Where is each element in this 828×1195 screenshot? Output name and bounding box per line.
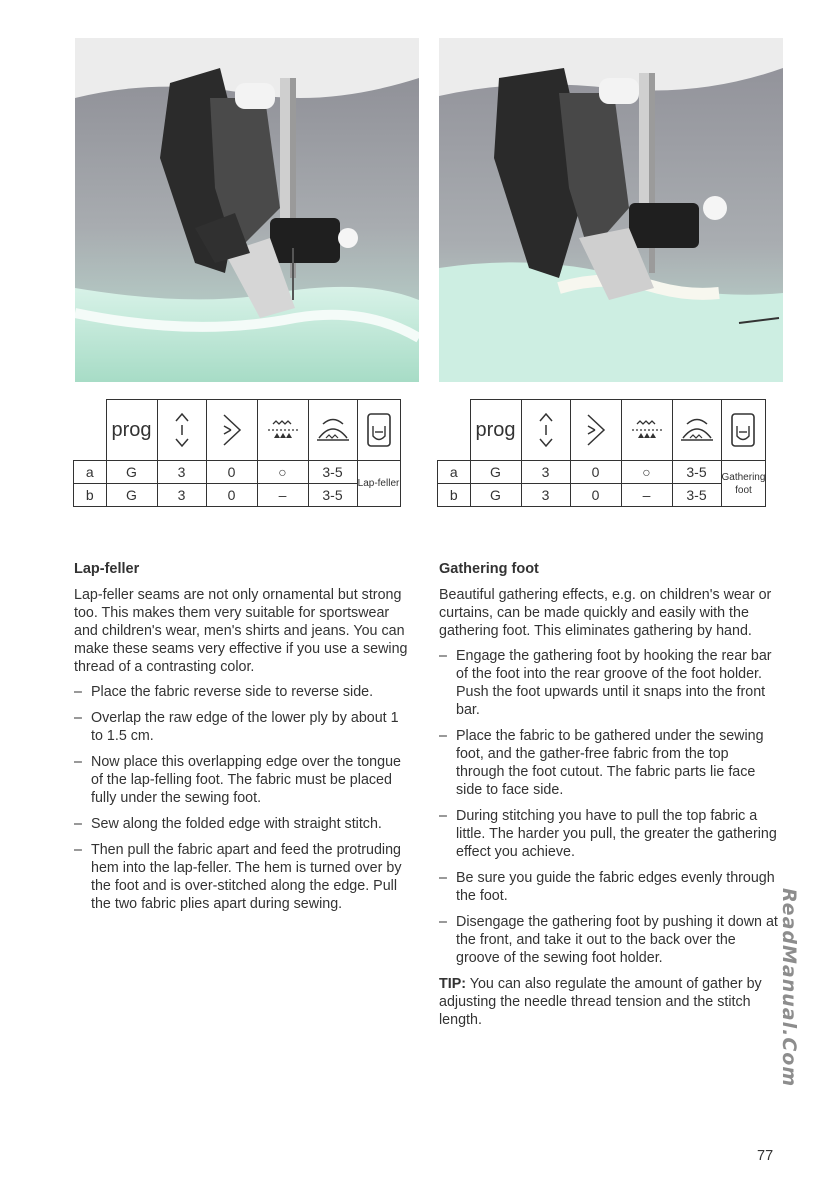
stitch-length-value: 3 [157,461,206,484]
table-row [438,484,766,507]
stitch-width-value: 0 [206,484,257,507]
instruction-list [74,683,414,913]
presser-foot-icon [366,412,392,448]
instruction-list [439,647,779,967]
feed-dog-header [257,400,308,461]
list-item: – Overlap the raw edge of the lower ply by about 1 to 1.5 cm. [74,709,414,745]
list-item: – Sew along the folded edge with straight stitch. [74,815,414,833]
gathering-foot-photo [439,38,783,382]
list-item: – Place the fabric reverse side to reverse side. [74,683,414,701]
presser-foot-header [357,400,400,461]
gathering-foot-section [439,560,779,1036]
stitch-width-value: 0 [206,461,257,484]
presser-foot-value: Gathering foot [721,461,766,507]
presser-pressure-icon [315,416,351,444]
prog-value: G [106,484,157,507]
feed-dog-value: – [621,484,672,507]
stitch-length-header [157,400,206,461]
stitch-width-header [206,400,257,461]
prog-header: prog [470,400,521,461]
lap-feller-section [74,560,414,921]
watermark: ReadManual.Com [778,888,800,1088]
stitch-length-value: 3 [521,461,570,484]
section-heading: Gathering foot [439,561,539,577]
feed-dog-value: ○ [621,461,672,484]
section-intro: Lap-feller seams are not only ornamental but strong too. This makes them very suitable for sportswear and children's wear, men's shirts and jeans. You can make these seams very effective if you use a sewing thread of a contrasting color. [74,587,408,675]
table-corner [74,400,107,461]
stitch-width-value: 0 [570,484,621,507]
stitch-width-icon [585,413,607,447]
feed-dog-icon [631,418,663,442]
row-id: b [74,484,107,507]
presser-foot-icon [730,412,756,448]
list-item: – Disengage the gathering foot by pushing it down at the front, and take it out to the back over the groove of the sewing foot holder. [439,913,779,967]
feed-dog-value: ○ [257,461,308,484]
settings-table-lap-feller [73,399,401,507]
section-heading: Lap-feller [74,561,140,577]
row-id: b [438,484,471,507]
stitch-length-icon [538,413,554,447]
lap-feller-photo [75,38,419,382]
feed-dog-icon [267,418,299,442]
presser-pressure-value: 3-5 [672,461,721,484]
presser-foot-value: Lap-feller [357,461,400,507]
presser-pressure-value: 3-5 [672,484,721,507]
list-item: – Now place this overlapping edge over the tongue of the lap-felling foot. The fabric must be placed fully under the sewing foot. [74,753,414,807]
page-number: 77 [757,1148,774,1164]
stitch-width-icon [221,413,243,447]
stitch-length-header [521,400,570,461]
section-intro: Beautiful gathering effects, e.g. on children's wear or curtains, can be made quickly and easily with the gathering foot. This eliminates gathering by hand. [439,587,772,639]
stitch-width-value: 0 [570,461,621,484]
feed-dog-header [621,400,672,461]
presser-pressure-value: 3-5 [308,484,357,507]
table-row [74,461,401,484]
tip-label: TIP: [439,976,467,992]
prog-header: prog [106,400,157,461]
table-row [74,484,401,507]
list-item: – Be sure you guide the fabric edges evenly through the foot. [439,869,779,905]
feed-dog-value: – [257,484,308,507]
prog-value: G [470,461,521,484]
presser-pressure-header [672,400,721,461]
presser-pressure-value: 3-5 [308,461,357,484]
stitch-width-header [570,400,621,461]
row-id: a [74,461,107,484]
presser-pressure-icon [679,416,715,444]
prog-value: G [470,484,521,507]
table-row [438,461,766,484]
list-item: – During stitching you have to pull the top fabric a little. The harder you pull, the greater the gathering effect you achieve. [439,807,779,861]
stitch-length-icon [174,413,190,447]
stitch-length-value: 3 [521,484,570,507]
settings-table-gathering-foot [437,399,766,507]
row-id: a [438,461,471,484]
presser-foot-header [721,400,766,461]
tip-paragraph [439,975,779,1029]
list-item: – Then pull the fabric apart and feed the protruding hem into the lap-feller. The hem is turned over by the foot and is over-stitched along the edge. Pull the two fabric plies apart during sewing. [74,841,414,913]
stitch-length-value: 3 [157,484,206,507]
prog-value: G [106,461,157,484]
presser-pressure-header [308,400,357,461]
table-corner [438,400,471,461]
list-item: – Engage the gathering foot by hooking the rear bar of the foot into the rear groove of the foot holder. Push the foot upwards until it snaps into the front bar. [439,647,779,719]
tip-text: You can also regulate the amount of gather by adjusting the needle thread tension and the stitch length. [439,976,762,1028]
list-item: – Place the fabric to be gathered under the sewing foot, and the gather-free fabric from the top through the foot cutout. The fabric parts lie face side to face side. [439,727,779,799]
